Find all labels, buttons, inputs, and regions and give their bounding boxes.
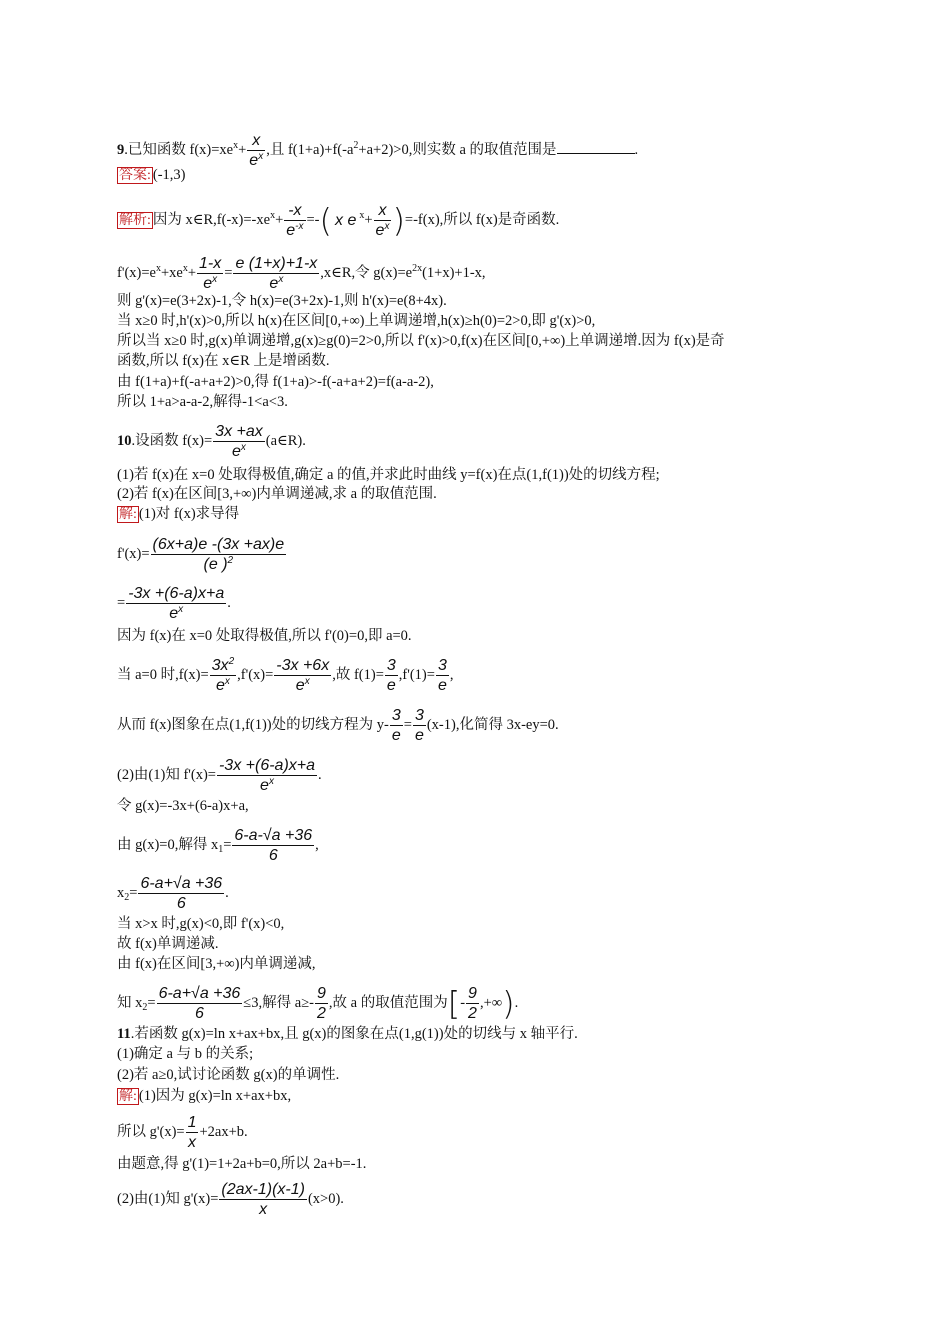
fraction — [274, 656, 331, 695]
q10-part-1: (1)若 f(x)在 x=0 处取得极值,确定 a 的值,并求此时曲线 y=f(x)在点(1,f(1))处的切线方程; — [117, 467, 660, 483]
denominator: $e^x$ — [215, 676, 230, 694]
q9-number: 9 — [117, 141, 125, 158]
q10-number: 10 — [117, 432, 132, 449]
explanation-tag: 解析: — [119, 212, 151, 228]
q10-line-when: 当 x>x 时,g(x)<0,即 f'(x)<0, — [117, 916, 285, 932]
text: + — [364, 211, 373, 228]
numerator: (6x+a)e -(3x +ax)e — [152, 536, 285, 553]
text: .设函数 f(x)= — [131, 432, 213, 449]
fraction — [390, 706, 403, 745]
text: .若函数 g(x)=ln x+ax+bx,且 g(x)的图象在点(1,g(1))处的切线与 x 轴平行. — [130, 1026, 578, 1042]
text: f'(x)= — [117, 545, 150, 562]
q9-explanation-line-4: 当 x≥0 时,h'(x)>0,所以 h(x)在区间[0,+∞)上单调递增,h(x)≥h(0)=2>0,即 g'(x)>0, — [117, 313, 596, 329]
fraction — [385, 656, 398, 695]
q10-tangent-line — [117, 706, 559, 745]
denominator: $e^x$ — [232, 442, 246, 460]
fraction — [315, 984, 328, 1023]
fraction — [213, 422, 265, 461]
text: ,f'(x)= — [237, 666, 274, 683]
q11-part2-derivative — [117, 1180, 344, 1219]
denom-text: e — [232, 443, 241, 460]
q9-stem-part: +a+2)>0,则实数 a 的取值范围是 — [358, 141, 557, 158]
denominator: 2 — [316, 1005, 326, 1022]
fraction — [284, 201, 305, 240]
text: 因为 x∈R,f(-x)=-xe — [152, 211, 271, 228]
numerator: -3x +6x — [276, 657, 330, 674]
denominator: $e^x$ — [169, 604, 184, 622]
q10-let-g: 令 g(x)=-3x+(6-a)x+a, — [117, 798, 249, 814]
fraction — [233, 254, 319, 293]
text: (2)由(1)知 g'(x)= — [117, 1190, 219, 1207]
text: 知 x — [117, 994, 143, 1011]
denominator: e — [391, 727, 401, 744]
numerator: 1 — [187, 1114, 197, 1131]
text: ,f'(1)= — [398, 666, 435, 683]
text: , — [315, 836, 319, 853]
numerator: 6-a-√a +36 — [234, 827, 313, 844]
text: 所以 g'(x)= — [117, 1123, 185, 1140]
denom-text: e — [215, 677, 225, 694]
text: (1+x)+1-x, — [422, 264, 486, 281]
text: (x>0). — [307, 1190, 344, 1207]
q10-solution-start — [117, 505, 239, 524]
text: - — [460, 994, 466, 1011]
numerator: -3x +(6-a)x+a — [218, 757, 316, 774]
fraction — [232, 826, 314, 865]
text: ,故 f(1)= — [332, 666, 384, 683]
numerator: 3x +ax — [215, 423, 263, 440]
numerator: $3x^2$ — [211, 656, 235, 674]
text: . — [514, 994, 519, 1011]
q11-condition: 由题意,得 g'(1)=1+2a+b=0,所以 2a+b=-1. — [117, 1156, 367, 1172]
q11-derivative — [117, 1113, 248, 1152]
q10-part2-derivative — [117, 756, 322, 795]
q9-explanation-line-1: 解析: 因为 $x\in R,f(-x)=-xe^x+$ $\frac{-x}{e^{-x}}$ =-( x e $^x$+ $\frac{x}{e^x}$ )=-f(x),所以 f(x)是奇函数. — [119, 201, 560, 240]
q9-stem-part: + — [238, 141, 247, 158]
denominator: $e^x$ — [269, 274, 284, 292]
solution-tag: 解: — [119, 507, 137, 522]
text: . — [227, 594, 231, 611]
text: 从而 f(x)图象在点(1,f(1))处的切线方程为 y- — [117, 716, 389, 733]
numerator: -x — [284, 201, 305, 221]
q9-stem-part: . — [634, 141, 639, 158]
denominator: e — [437, 677, 447, 694]
right-paren: ) — [502, 984, 515, 1023]
right-paren: ) — [392, 201, 405, 240]
denominator: e — [386, 677, 396, 694]
fraction — [151, 535, 287, 574]
fraction — [413, 706, 426, 745]
text: (x-1),化简得 3x-ey=0. — [426, 716, 559, 733]
text: ,x∈R,令 g(x)=e — [320, 264, 413, 281]
denominator: 2 — [468, 1005, 477, 1022]
q9-explanation-line-5: 所以当 x≥0 时,g(x)单调递增,g(x)≥g(0)=2>0,所以 f'(x)>0,f(x)在区间[0,+∞)上单调递增.因为 f(x)是奇 — [117, 333, 725, 349]
left-paren: ( — [319, 201, 332, 240]
num-text: 3x — [211, 657, 229, 674]
numerator: 6-a+√a +36 — [158, 985, 241, 1002]
denominator: $e^x$ — [295, 676, 310, 694]
numerator: 3 — [437, 657, 447, 674]
denom-text: e — [295, 677, 305, 694]
denominator: 6 — [268, 847, 278, 864]
fraction — [210, 656, 236, 695]
q9-explanation-line-8: 所以 1+a>a-a-2,解得-1<a<3. — [117, 394, 288, 410]
denominator: x — [188, 1134, 197, 1151]
denominator: x — [259, 1201, 268, 1218]
q10-line-a0 — [117, 656, 453, 695]
text: ,+∞ — [479, 994, 503, 1011]
denom-text: e — [286, 222, 296, 239]
denominator: $e^x$ — [203, 274, 218, 292]
numerator: -3x +(6-a)x+a — [128, 585, 225, 602]
fraction — [126, 584, 226, 623]
q10-line-interval: 由 f(x)在区间[3,+∞)内单调递减, — [117, 956, 316, 972]
denom-text: e — [375, 222, 385, 239]
equals: = — [224, 264, 233, 281]
text: +2ax+b. — [199, 1123, 248, 1140]
text: x e — [335, 212, 357, 229]
left-bracket: [ — [447, 984, 461, 1023]
numerator: (2ax-1)(x-1) — [221, 1181, 305, 1198]
q10-derivative — [117, 535, 287, 574]
text: ≤3,解得 a≥- — [243, 994, 314, 1011]
q9-stem: 9.已知函数 $f(x)=xe^x+$ $\frac{x}{e^x}$ ,且 $f(1+a)+f(-a^2+a+2)>0$,则实数 a 的取值范围是 . — [117, 132, 639, 169]
q10-line-extremum: 因为 f(x)在 x=0 处取得极值,所以 f'(0)=0,即 a=0. — [117, 628, 412, 644]
equals: = — [403, 716, 412, 733]
denominator: $e^x$ — [260, 776, 274, 794]
text — [333, 211, 358, 230]
q9-explanation-line-6: 函数,所以 f(x)在 x∈R 上是增函数. — [117, 353, 330, 369]
q9-stem-part: ,且 f(1+a)+f(-a — [266, 141, 354, 158]
numerator: 3 — [391, 707, 401, 724]
denominator: $e^x$ — [249, 151, 264, 169]
q9-answer — [117, 166, 186, 185]
text: . — [225, 884, 229, 901]
numerator: e (1+x)+1-x — [235, 255, 318, 272]
text: f'(x)=e — [117, 264, 156, 281]
q9-fraction — [247, 131, 265, 170]
q10-part-2: (2)若 f(x)在区间[3,+∞)内单调递减,求 a 的取值范围. — [117, 486, 437, 502]
denominator: (e )$^2$ — [203, 555, 234, 573]
fraction — [197, 254, 223, 293]
text: (2)由(1)知 f'(x)= — [117, 766, 216, 783]
answer-blank[interactable] — [557, 139, 635, 154]
q10-derivative-simplified — [117, 584, 231, 623]
numerator: 9 — [316, 985, 326, 1002]
fraction — [374, 201, 392, 240]
q11-part-2: (2)若 a≥0,试讨论函数 g(x)的单调性. — [117, 1067, 340, 1083]
text: = — [117, 594, 126, 611]
numerator: 6-a+√a +36 — [140, 875, 223, 892]
text: (a∈R). — [265, 432, 306, 449]
q11-part-1: (1)确定 a 与 b 的关系; — [117, 1046, 254, 1062]
q9-explanation-line-2: $f'(x)=e^x+xe^x+$ $\frac{1-x}{e^x}$ = $\frac{e (1+x)+1-x}{e^x}$ ,x∈R,令 $g(x)=e^{2x}(1+x)+1-x$, — [117, 255, 486, 292]
q10-range: 知 $x_2=$ $\frac{6-a+√a +36}{6}$ ≤3,解得 a≥- $\frac{9}{2}$ ,故 a 的取值范围为[- $\frac{9}{2}$ ,+∞). — [117, 984, 519, 1023]
text: x — [117, 884, 125, 901]
denominator: 6 — [176, 895, 186, 912]
numerator: 3 — [386, 657, 396, 674]
denominator: 6 — [194, 1005, 204, 1022]
text: , — [449, 666, 454, 683]
denom-text: (e ) — [203, 556, 228, 573]
q10-root-x1: 由 g(x)=0,解得 $x_1=$ $\frac{6-a-√a +36}{6}$ , — [117, 827, 319, 864]
fraction — [436, 656, 449, 695]
denom-text: e — [249, 152, 259, 169]
numerator: x — [247, 131, 265, 151]
text: . — [318, 766, 322, 783]
text: =- — [306, 211, 320, 228]
text: + — [187, 264, 197, 281]
denominator: $e^{-x}$ — [286, 221, 304, 239]
text: =-f(x),所以 f(x)是奇函数. — [404, 211, 560, 228]
q9-explanation-line-3: 则 g'(x)=e(3+2x)-1,令 h(x)=e(3+2x)-1,则 h'(x)=e(8+4x). — [117, 293, 447, 309]
fraction — [186, 1113, 199, 1152]
answer-value: (-1,3) — [152, 167, 186, 183]
numerator: 9 — [468, 985, 477, 1002]
solution-tag: 解: — [119, 1089, 137, 1104]
q11-number: 11 — [117, 1026, 131, 1042]
text: (1)因为 g(x)=ln x+ax+bx, — [138, 1088, 292, 1104]
q11-solution-start — [117, 1087, 291, 1106]
q10-line-decreasing: 故 f(x)单调递减. — [117, 936, 219, 952]
fraction — [217, 756, 317, 795]
fraction — [157, 984, 243, 1023]
q9-explanation-line-7: 由 f(1+a)+f(-a+a+2)>0,得 f(1+a)>-f(-a+a+2)=f(a-a-2), — [117, 374, 434, 390]
text: (1)对 f(x)求导得 — [138, 506, 240, 522]
numerator: x — [374, 201, 392, 221]
q10-stem — [117, 422, 306, 461]
denom-text: e — [260, 777, 269, 794]
q9-stem-part: .已知函数 f(x)=xe — [124, 141, 234, 158]
denom-text: e — [269, 275, 279, 292]
denom-text: e — [203, 275, 213, 292]
text: +xe — [160, 264, 183, 281]
denominator: e — [414, 727, 424, 744]
answer-tag: 答案: — [119, 168, 151, 183]
denom-text: e — [169, 605, 179, 622]
numerator: 3 — [414, 707, 424, 724]
fraction — [219, 1180, 307, 1219]
text: ,故 a 的取值范围为 — [328, 994, 448, 1011]
numerator: 1-x — [199, 255, 222, 272]
fraction — [466, 984, 479, 1023]
text: + — [275, 211, 284, 228]
text: 由 g(x)=0,解得 x — [117, 836, 219, 853]
q10-root-x2: $x_2=$ $\frac{6-a+√a +36}{6}$ . — [117, 875, 229, 912]
text: 当 a=0 时,f(x)= — [117, 666, 209, 683]
q11-stem — [117, 1025, 578, 1043]
fraction — [138, 874, 224, 913]
denominator: $e^x$ — [375, 221, 390, 239]
